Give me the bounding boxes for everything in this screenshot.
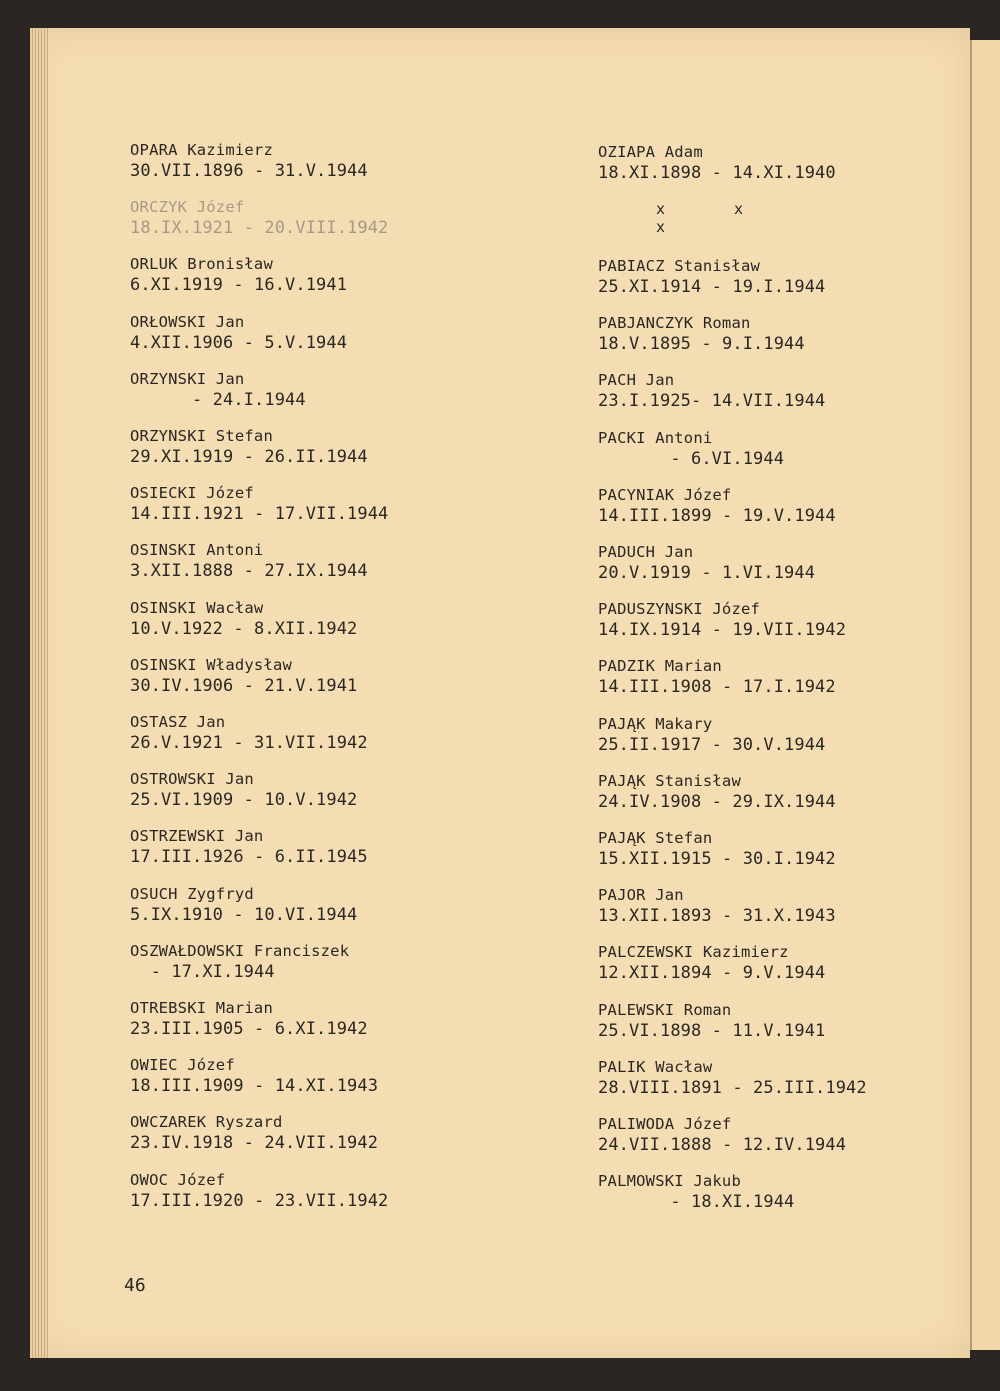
person-name: PAJĄK Stanisław	[598, 771, 741, 790]
person-name: PABIACZ Stanisław	[598, 257, 761, 275]
list-item	[598, 942, 825, 984]
list-item	[598, 142, 836, 184]
person-name: PALEWSKI Roman	[598, 1000, 732, 1019]
list-item	[598, 542, 815, 584]
person-dates: 3.XII.1888 - 27.IX.1944	[130, 561, 368, 582]
list-item	[130, 712, 368, 754]
list-item	[598, 828, 836, 870]
section-separator: x x x	[656, 200, 774, 236]
person-name: PAJOR Jan	[598, 886, 684, 905]
person-name: ORZYNSKI Stefan	[130, 427, 273, 445]
person-dates: 18.V.1895 - 9.I.1944	[598, 334, 805, 355]
person-dates: 4.XII.1906 - 5.V.1944	[130, 332, 348, 353]
person-dates: 29.XI.1919 - 26.II.1944	[130, 447, 368, 467]
person-name: OSINSKI Antoni	[130, 541, 264, 560]
person-dates: 14.III.1899 - 19.V.1944	[598, 505, 836, 526]
list-item	[598, 1057, 867, 1099]
person-name: ORZYNSKI Jan	[130, 369, 245, 388]
person-dates: 18.IX.1921 - 20.VIII.1942	[130, 218, 389, 239]
list-item	[130, 197, 388, 239]
person-dates: 24.IV.1908 - 29.IX.1944	[598, 791, 836, 812]
list-item	[598, 1171, 794, 1213]
person-name: PALIWODA Józef	[598, 1115, 732, 1133]
person-name: OSINSKI Wacław	[130, 598, 264, 617]
person-dates: 18.III.1909 - 14.XI.1943	[130, 1076, 379, 1097]
person-dates: - 18.XI.1944	[598, 1192, 795, 1213]
person-name: PACKI Antoni	[598, 428, 713, 447]
person-name: OSTROWSKI Jan	[130, 770, 254, 789]
person-name: OSZWAŁDOWSKI Franciszek	[130, 941, 350, 960]
person-dates: 25.XI.1914 - 19.I.1944	[598, 277, 826, 297]
person-name: OTREBSKI Marian	[130, 999, 273, 1017]
person-name: OSTASZ Jan	[130, 713, 226, 731]
list-item	[130, 826, 368, 868]
list-item	[130, 1170, 388, 1212]
person-dates: 23.IV.1918 - 24.VII.1942	[130, 1133, 379, 1154]
list-item	[130, 540, 368, 582]
list-item	[598, 714, 825, 756]
person-dates: 23.III.1905 - 6.XI.1942	[130, 1019, 368, 1039]
person-dates: 25.VI.1909 - 10.V.1942	[130, 790, 358, 811]
person-name: ORCZYK Józef	[130, 198, 245, 217]
person-name: OZIAPA Adam	[598, 143, 703, 161]
person-dates: 23.I.1925- 14.VII.1944	[598, 391, 826, 412]
person-name: OSTRZEWSKI Jan	[130, 827, 264, 846]
list-item	[130, 369, 306, 411]
person-dates: 12.XII.1894 - 9.V.1944	[598, 963, 826, 984]
person-dates: - 24.I.1944	[130, 389, 306, 410]
person-name: PALIK Wacław	[598, 1057, 713, 1076]
list-item	[598, 599, 846, 641]
list-item	[130, 140, 368, 182]
list-item	[598, 1114, 846, 1156]
person-dates: 18.XI.1898 - 14.XI.1940	[598, 163, 836, 183]
list-item	[130, 312, 347, 354]
person-dates: 14.III.1921 - 17.VII.1944	[130, 504, 389, 525]
person-dates: 13.XII.1893 - 31.X.1943	[598, 906, 836, 927]
person-dates: 17.III.1926 - 6.II.1945	[130, 847, 368, 868]
person-dates: 28.VIII.1891 - 25.III.1942	[598, 1077, 867, 1098]
list-item	[130, 655, 357, 697]
list-item	[598, 1000, 825, 1042]
list-item	[598, 370, 825, 412]
person-name: OSIECKI Józef	[130, 484, 254, 503]
person-dates: 30.VII.1896 - 31.V.1944	[130, 161, 368, 181]
person-dates: 20.V.1919 - 1.VI.1944	[598, 563, 816, 583]
list-item	[598, 256, 825, 298]
list-item	[598, 485, 836, 527]
list-item	[130, 426, 368, 468]
person-name: OWCZAREK Ryszard	[130, 1113, 283, 1132]
person-name: OPARA Kazimierz	[130, 141, 273, 159]
person-name: PALCZEWSKI Kazimierz	[598, 943, 789, 962]
page-number: 46	[124, 1275, 146, 1296]
person-name: PACYNIAK Józef	[598, 485, 732, 504]
person-dates: 25.II.1917 - 30.V.1944	[598, 734, 826, 755]
list-item	[598, 428, 784, 470]
list-item	[130, 1055, 378, 1097]
list-item	[130, 483, 388, 525]
person-name: PADZIK Marian	[598, 657, 722, 676]
list-item	[598, 313, 805, 355]
person-name: PAJĄK Makary	[598, 714, 713, 733]
person-dates: - 17.XI.1944	[130, 961, 275, 982]
person-name: PAJĄK Stefan	[598, 829, 713, 847]
person-dates: 24.VII.1888 - 12.IV.1944	[598, 1135, 847, 1155]
list-item	[130, 884, 357, 926]
person-name: PABJANCZYK Roman	[598, 314, 751, 333]
person-name: OWIEC Józef	[130, 1056, 235, 1075]
person-dates: 14.III.1908 - 17.I.1942	[598, 677, 836, 698]
list-item	[598, 771, 836, 813]
list-item	[130, 1112, 378, 1154]
person-name: ORŁOWSKI Jan	[130, 312, 245, 331]
list-item	[130, 254, 347, 296]
person-dates: - 6.VI.1944	[598, 448, 785, 469]
list-item	[130, 998, 368, 1040]
person-dates: 5.IX.1910 - 10.VI.1944	[130, 904, 358, 925]
person-name: PADUSZYNSKI Józef	[598, 600, 761, 619]
person-dates: 10.V.1922 - 8.XII.1942	[130, 618, 358, 639]
person-name: OWOC Józef	[130, 1170, 226, 1189]
list-item	[598, 656, 836, 698]
person-dates: 30.IV.1906 - 21.V.1941	[130, 675, 358, 696]
list-item	[130, 598, 357, 640]
person-name: PACH Jan	[598, 371, 675, 390]
person-name: OSINSKI Władysław	[130, 655, 293, 674]
list-item	[130, 769, 357, 811]
person-name: PADUCH Jan	[598, 543, 694, 561]
person-name: PALMOWSKI Jakub	[598, 1172, 741, 1191]
person-dates: 6.XI.1919 - 16.V.1941	[130, 275, 348, 296]
person-name: OSUCH Zygfryd	[130, 884, 254, 903]
person-name: ORLUK Bronisław	[130, 255, 273, 274]
person-dates: 14.IX.1914 - 19.VII.1942	[598, 620, 847, 641]
person-dates: 15.XII.1915 - 30.I.1942	[598, 849, 836, 869]
facing-page-edge	[970, 40, 1000, 1350]
person-dates: 17.III.1920 - 23.VII.1942	[130, 1190, 389, 1211]
person-dates: 25.VI.1898 - 11.V.1941	[598, 1020, 826, 1041]
list-item	[598, 885, 836, 927]
page-edges	[30, 28, 48, 1358]
person-dates: 26.V.1921 - 31.VII.1942	[130, 733, 368, 753]
list-item	[130, 941, 349, 983]
